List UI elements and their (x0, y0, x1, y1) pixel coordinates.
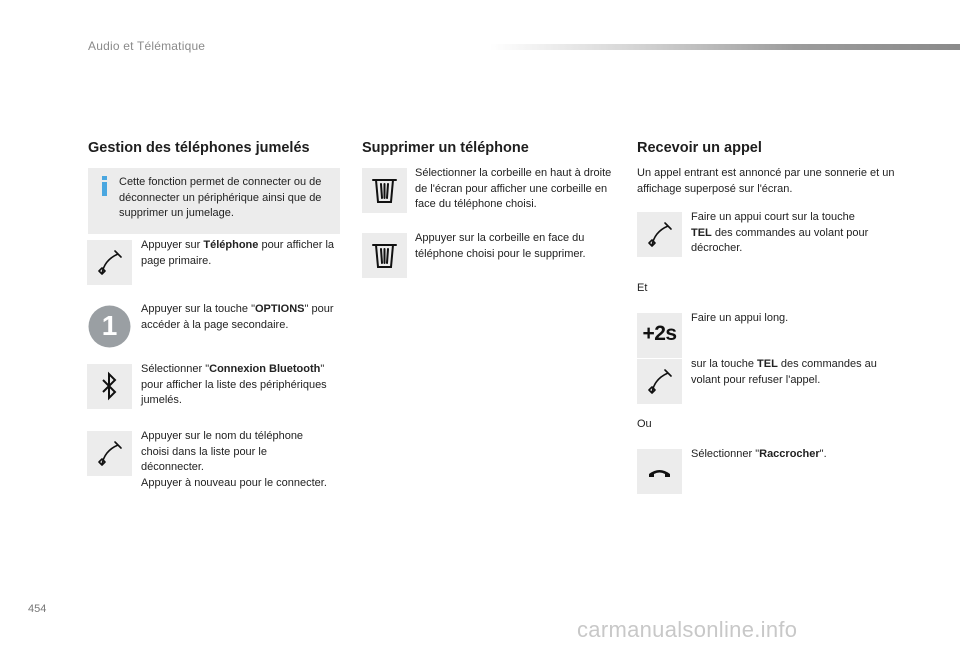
col3-step4-text: Sélectionner "Raccrocher". (691, 448, 827, 460)
phone-handset-icon (87, 431, 132, 476)
step-number: 1 (101, 310, 118, 341)
hang-up-icon (637, 449, 682, 494)
col1-step1-text: Appuyer sur Téléphone pour afficher la page primaire. (141, 239, 335, 267)
info-text: Cette fonction permet de connecter ou de déconnecter un périphérique ainsi que de supprimer un jumelage. (119, 176, 322, 219)
col3-step2-text: Faire un appui long. (691, 312, 789, 324)
info-box (88, 168, 340, 234)
watermark: carmanualsonline.info (577, 617, 798, 642)
col2-step1-text: Sélectionner la corbeille en haut à droite de l'écran pour afficher une corbeille en face du téléphone choisi. (415, 167, 612, 210)
col3-title: Recevoir un appel (637, 140, 762, 156)
col1-step4-text: Appuyer sur le nom du téléphone choisi dans la liste pour le déconnecter. Appuyer à nouveau pour le connecter. (141, 430, 327, 489)
trash-icon (362, 233, 407, 278)
long-press-badge (637, 313, 682, 358)
et-label: Et (637, 282, 648, 294)
col2-step2-text: Appuyer sur la corbeille en face du téléphone choisi pour le supprimer. (415, 232, 586, 260)
col3-step3-text: sur la touche TEL des commandes au volant pour refuser l'appel. (691, 358, 877, 386)
bluetooth-icon (87, 364, 132, 409)
col3-intro: Un appel entrant est annoncé par une sonnerie et un affichage superposé sur l'écran. (637, 167, 895, 195)
col1-title: Gestion des téléphones jumelés (88, 140, 310, 156)
ou-label: Ou (637, 418, 652, 430)
phone-handset-icon (87, 240, 132, 285)
info-icon (98, 174, 112, 198)
col3-step1-text: Faire un appui court sur la touche TEL des commandes au volant pour décrocher. (691, 211, 869, 254)
phone-handset-icon (637, 212, 682, 257)
long-press-text: +2s (642, 322, 677, 345)
header-gradient-bar (490, 44, 960, 50)
trash-icon (362, 168, 407, 213)
col1-step2-text: Appuyer sur la touche "OPTIONS" pour accéder à la page secondaire. (141, 303, 334, 331)
col1-step3-text: Sélectionner "Connexion Bluetooth" pour afficher la liste des périphériques jumelés. (141, 363, 327, 406)
section-label: Audio et Télématique (88, 39, 206, 53)
col2-title: Supprimer un téléphone (362, 140, 529, 156)
page-number: 454 (28, 603, 47, 615)
phone-handset-icon (637, 359, 682, 404)
step-number-circle (87, 304, 132, 349)
